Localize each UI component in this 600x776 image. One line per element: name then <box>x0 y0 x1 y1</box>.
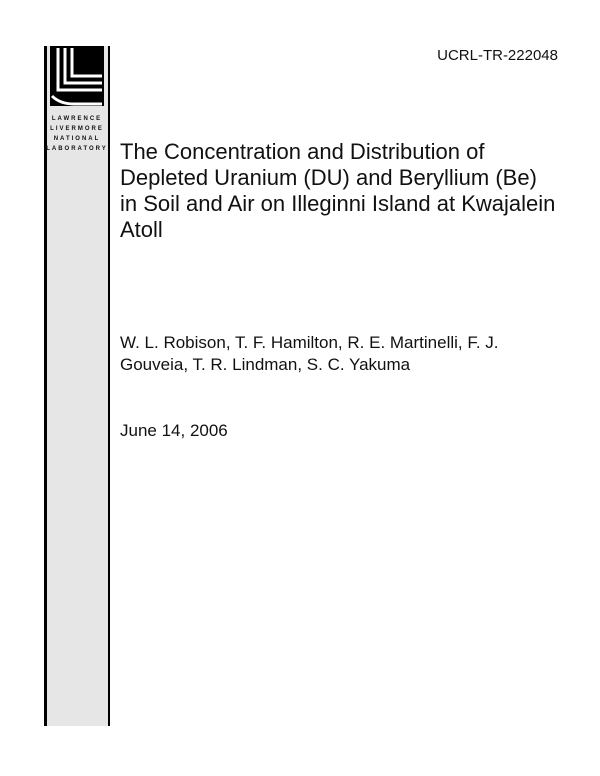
lab-name-line: LABORATORY <box>46 146 108 152</box>
report-number: UCRL-TR-222048 <box>437 47 558 64</box>
llnl-logo-icon <box>50 46 104 106</box>
author-list: W. L. Robison, T. F. Hamilton, R. E. Martinelli, F. J. Gouveia, T. R. Lindman, S. C. Yakuma <box>120 333 499 374</box>
document-title: The Concentration and Distribution of Depleted Uranium (DU) and Beryllium (Be) in Soil and Air on Illeginni Island at Kwajalein Atoll <box>120 139 556 242</box>
lab-name-line: LIVERMORE <box>50 126 104 132</box>
lab-name-line: NATIONAL <box>53 136 101 142</box>
lab-name <box>46 114 108 154</box>
lab-name-line: LAWRENCE <box>51 116 103 122</box>
publication-date: June 14, 2006 <box>120 421 228 440</box>
